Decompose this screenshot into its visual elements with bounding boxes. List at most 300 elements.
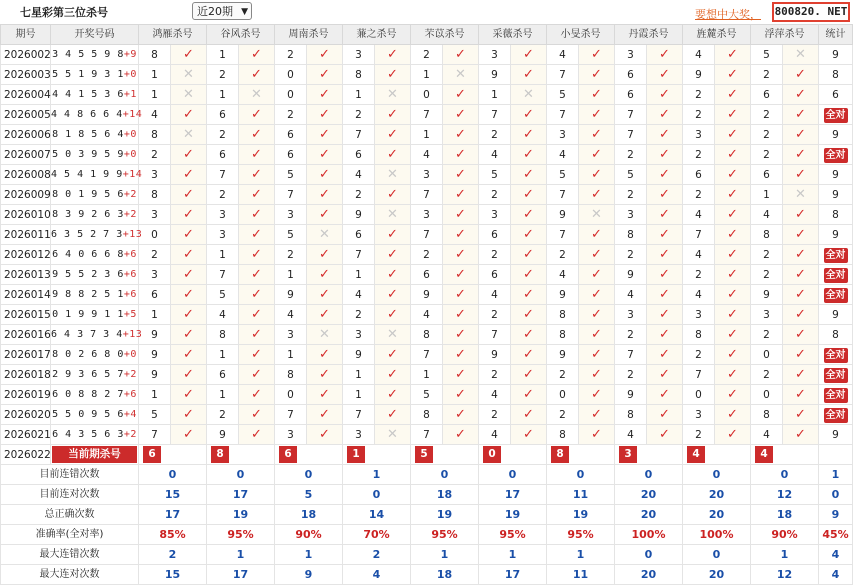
check-mark-icon: ✓ (375, 65, 411, 85)
kill-number-cell: 1 (207, 385, 239, 405)
current-kill-number: 8 (211, 446, 229, 463)
kill-number-cell: 5 (275, 165, 307, 185)
check-mark-icon: ✓ (783, 105, 819, 125)
summary-value: 20 (683, 565, 751, 585)
draw-numbers-cell (51, 225, 143, 245)
kill-number-cell: 1 (411, 125, 443, 145)
kill-number-cell: 3 (615, 45, 647, 65)
summary-value: 14 (343, 505, 411, 525)
check-mark-icon: ✓ (511, 405, 547, 425)
draw-offset: +0 (123, 68, 137, 80)
stat-value: 8 (832, 68, 839, 81)
check-mark-icon: ✓ (375, 265, 411, 285)
draw-offset: +6 (123, 388, 137, 400)
kill-number-cell: 9 (751, 285, 783, 305)
kill-number-cell: 2 (207, 185, 239, 205)
brand-logo: 800820. NET (772, 2, 850, 22)
draw-numbers: 2 9 3 6 5 7 (52, 368, 124, 380)
kill-number-cell: 6 (411, 265, 443, 285)
check-mark-icon: ✓ (307, 45, 343, 65)
period-cell: 2026009 (1, 185, 51, 205)
table-row (1, 405, 853, 425)
kill-number-cell: 3 (751, 305, 783, 325)
draw-numbers: 0 1 9 9 1 1 (52, 308, 124, 320)
draw-offset: +2 (123, 208, 137, 220)
kill-number-cell: 3 (207, 205, 239, 225)
check-mark-icon: ✓ (307, 365, 343, 385)
kill-number-cell: 3 (275, 325, 307, 345)
check-mark-icon: ✓ (375, 385, 411, 405)
kill-number-cell: 8 (615, 225, 647, 245)
kill-number-cell: 1 (343, 265, 375, 285)
check-mark-icon: ✓ (715, 205, 751, 225)
check-mark-icon: ✓ (171, 265, 207, 285)
check-mark-icon: ✓ (375, 105, 411, 125)
check-mark-icon: ✓ (307, 65, 343, 85)
summary-value: 9 (819, 505, 853, 525)
stat-value: 9 (832, 128, 839, 141)
kill-number-cell: 7 (139, 425, 171, 445)
cross-mark-icon: ✕ (511, 85, 547, 105)
check-mark-icon: ✓ (443, 225, 479, 245)
kill-number-cell: 6 (343, 145, 375, 165)
summary-value: 0 (207, 465, 275, 485)
check-mark-icon: ✓ (783, 345, 819, 365)
check-mark-icon: ✓ (647, 325, 683, 345)
cross-mark-icon: ✕ (579, 205, 615, 225)
draw-numbers-cell (51, 105, 143, 125)
period-range-select[interactable] (192, 2, 252, 20)
stat-value: 9 (832, 48, 839, 61)
check-mark-icon: ✓ (443, 205, 479, 225)
period-cell: 2026012 (1, 245, 51, 265)
empty-cell (819, 445, 853, 465)
check-mark-icon: ✓ (579, 405, 615, 425)
kill-number-cell: 2 (479, 365, 511, 385)
kill-number-cell: 2 (411, 45, 443, 65)
kill-number-cell: 5 (275, 225, 307, 245)
kill-number-cell: 6 (207, 105, 239, 125)
current-kill-number: 5 (415, 446, 433, 463)
check-mark-icon: ✓ (171, 185, 207, 205)
kill-number-cell: 9 (411, 285, 443, 305)
draw-numbers-cell (51, 385, 139, 405)
column-header: 旌麓杀号 (683, 25, 751, 45)
kill-number-cell: 9 (139, 365, 171, 385)
summary-value: 9 (275, 565, 343, 585)
summary-value: 95% (411, 525, 479, 545)
kill-number-cell: 7 (479, 105, 511, 125)
kill-number-cell: 4 (479, 145, 511, 165)
summary-label: 目前连错次数 (1, 465, 139, 485)
draw-numbers-cell (51, 265, 139, 285)
summary-value: 4 (343, 565, 411, 585)
top-bar (0, 0, 852, 24)
kill-number-cell: 1 (411, 365, 443, 385)
kill-number-cell: 0 (275, 65, 307, 85)
check-mark-icon: ✓ (579, 365, 615, 385)
draw-offset: +14 (122, 168, 143, 180)
summary-value: 18 (751, 505, 819, 525)
check-mark-icon: ✓ (579, 245, 615, 265)
period-cell: 2026007 (1, 145, 51, 165)
promo-link[interactable]: 要想中大奖， (695, 8, 761, 21)
summary-value: 5 (275, 485, 343, 505)
kill-number-cell: 2 (411, 245, 443, 265)
kill-number-cell: 8 (547, 425, 579, 445)
check-mark-icon: ✓ (715, 285, 751, 305)
kill-number-cell: 4 (207, 305, 239, 325)
check-mark-icon: ✓ (307, 85, 343, 105)
kill-number-cell: 3 (207, 225, 239, 245)
kill-number-cell: 1 (751, 185, 783, 205)
draw-offset: +14 (122, 108, 143, 120)
draw-numbers: 8 1 8 5 6 4 (52, 128, 124, 140)
kill-number-cell: 1 (343, 365, 375, 385)
current-kill-cell (411, 445, 479, 465)
check-mark-icon: ✓ (511, 325, 547, 345)
check-mark-icon: ✓ (307, 165, 343, 185)
check-mark-icon: ✓ (239, 105, 275, 125)
check-mark-icon: ✓ (715, 85, 751, 105)
check-mark-icon: ✓ (783, 425, 819, 445)
stat-cell (819, 225, 853, 245)
cross-mark-icon: ✕ (443, 65, 479, 85)
kill-number-cell: 8 (547, 325, 579, 345)
kill-number-cell: 7 (343, 405, 375, 425)
kill-number-cell: 7 (615, 125, 647, 145)
kill-number-cell: 4 (547, 265, 579, 285)
kill-number-cell: 8 (139, 185, 171, 205)
kill-number-cell: 2 (751, 65, 783, 85)
draw-offset: +2 (123, 188, 137, 200)
check-mark-icon: ✓ (579, 65, 615, 85)
column-header: 周南杀号 (275, 25, 343, 45)
check-mark-icon: ✓ (171, 45, 207, 65)
summary-value: 20 (683, 505, 751, 525)
cross-mark-icon: ✕ (307, 225, 343, 245)
kill-number-cell: 7 (411, 185, 443, 205)
check-mark-icon: ✓ (307, 125, 343, 145)
kill-number-cell: 7 (411, 225, 443, 245)
kill-number-cell: 7 (411, 345, 443, 365)
check-mark-icon: ✓ (511, 165, 547, 185)
check-mark-icon: ✓ (579, 225, 615, 245)
summary-value: 19 (207, 505, 275, 525)
draw-offset: +6 (123, 288, 137, 300)
check-mark-icon: ✓ (239, 385, 275, 405)
kill-number-cell: 9 (547, 285, 579, 305)
check-mark-icon: ✓ (239, 145, 275, 165)
draw-offset: +6 (123, 268, 137, 280)
cross-mark-icon: ✕ (375, 165, 411, 185)
all-correct-badge: 全对 (825, 269, 846, 281)
stat-cell (819, 305, 853, 325)
kill-number-cell: 4 (343, 285, 375, 305)
stat-value: 9 (832, 308, 839, 321)
summary-value: 19 (411, 505, 479, 525)
draw-numbers-cell (51, 125, 139, 145)
kill-number-cell: 2 (751, 325, 783, 345)
check-mark-icon: ✓ (715, 425, 751, 445)
current-kill-cell (207, 445, 275, 465)
check-mark-icon: ✓ (443, 385, 479, 405)
stat-cell (819, 45, 853, 65)
kill-number-cell: 6 (139, 285, 171, 305)
kill-number-cell: 1 (207, 345, 239, 365)
kill-number-cell: 2 (207, 65, 239, 85)
kill-number-cell: 9 (547, 345, 579, 365)
kill-number-cell: 7 (275, 405, 307, 425)
kill-number-cell: 3 (479, 205, 511, 225)
kill-number-cell: 4 (343, 165, 375, 185)
draw-numbers-cell (51, 345, 139, 365)
summary-label: 最大连对次数 (1, 565, 139, 585)
kill-number-cell: 1 (139, 385, 171, 405)
check-mark-icon: ✓ (715, 65, 751, 85)
kill-number-cell: 3 (139, 205, 171, 225)
kill-number-cell: 3 (683, 305, 715, 325)
kill-number-cell: 1 (139, 85, 171, 105)
all-correct-badge: 全对 (825, 349, 846, 361)
summary-value: 4 (819, 545, 853, 565)
check-mark-icon: ✓ (647, 205, 683, 225)
kill-number-cell: 6 (275, 125, 307, 145)
check-mark-icon: ✓ (579, 185, 615, 205)
kill-number-table (0, 24, 853, 585)
kill-number-cell: 2 (275, 45, 307, 65)
period-cell: 2026005 (1, 105, 51, 125)
check-mark-icon: ✓ (239, 245, 275, 265)
summary-value: 12 (751, 485, 819, 505)
kill-number-cell: 0 (411, 85, 443, 105)
summary-row (1, 565, 853, 585)
check-mark-icon: ✓ (307, 145, 343, 165)
kill-number-cell: 5 (751, 45, 783, 65)
check-mark-icon: ✓ (171, 145, 207, 165)
kill-number-cell: 8 (615, 405, 647, 425)
kill-number-cell: 4 (683, 45, 715, 65)
check-mark-icon: ✓ (171, 105, 207, 125)
check-mark-icon: ✓ (579, 425, 615, 445)
check-mark-icon: ✓ (511, 305, 547, 325)
summary-value: 2 (139, 545, 207, 565)
check-mark-icon: ✓ (647, 65, 683, 85)
stat-cell (819, 265, 853, 285)
check-mark-icon: ✓ (783, 65, 819, 85)
check-mark-icon: ✓ (443, 105, 479, 125)
kill-number-cell: 4 (615, 285, 647, 305)
kill-number-cell: 3 (615, 305, 647, 325)
check-mark-icon: ✓ (307, 405, 343, 425)
all-correct-badge: 全对 (825, 289, 846, 301)
period-cell: 2026013 (1, 265, 51, 285)
check-mark-icon: ✓ (171, 225, 207, 245)
kill-number-cell: 8 (751, 405, 783, 425)
check-mark-icon: ✓ (443, 365, 479, 385)
kill-number-cell: 7 (547, 225, 579, 245)
kill-number-cell: 2 (615, 245, 647, 265)
draw-offset: +4 (123, 408, 137, 420)
kill-number-cell: 4 (547, 145, 579, 165)
summary-value: 0 (615, 545, 683, 565)
kill-number-cell: 6 (615, 85, 647, 105)
summary-value: 95% (479, 525, 547, 545)
check-mark-icon: ✓ (511, 45, 547, 65)
draw-numbers-cell (51, 365, 139, 385)
summary-value: 0 (139, 465, 207, 485)
cross-mark-icon: ✕ (239, 85, 275, 105)
check-mark-icon: ✓ (375, 345, 411, 365)
draw-offset: +2 (123, 428, 137, 440)
check-mark-icon: ✓ (171, 425, 207, 445)
check-mark-icon: ✓ (579, 85, 615, 105)
check-mark-icon: ✓ (783, 165, 819, 185)
current-period-cell: 2026022 (1, 445, 51, 465)
current-kill-number: 6 (279, 446, 297, 463)
stat-cell (819, 185, 853, 205)
check-mark-icon: ✓ (239, 185, 275, 205)
check-mark-icon: ✓ (443, 125, 479, 145)
kill-number-cell: 2 (139, 245, 171, 265)
draw-numbers: 4 4 8 6 6 4 (51, 108, 123, 120)
check-mark-icon: ✓ (239, 305, 275, 325)
check-mark-icon: ✓ (239, 365, 275, 385)
kill-number-cell: 2 (615, 185, 647, 205)
kill-number-cell: 5 (411, 385, 443, 405)
kill-number-cell: 2 (683, 105, 715, 125)
column-header: 丹霞杀号 (615, 25, 683, 45)
all-correct-badge: 全对 (825, 149, 846, 161)
kill-number-cell: 4 (751, 425, 783, 445)
table-row (1, 385, 853, 405)
column-header: 浮萍杀号 (751, 25, 819, 45)
check-mark-icon: ✓ (307, 425, 343, 445)
cross-mark-icon: ✕ (307, 325, 343, 345)
check-mark-icon: ✓ (375, 45, 411, 65)
draw-offset: +0 (123, 128, 137, 140)
kill-number-cell: 8 (751, 225, 783, 245)
check-mark-icon: ✓ (579, 345, 615, 365)
check-mark-icon: ✓ (239, 265, 275, 285)
summary-label: 总正确次数 (1, 505, 139, 525)
kill-number-cell: 5 (547, 85, 579, 105)
draw-numbers: 6 4 0 6 6 8 (52, 248, 124, 260)
check-mark-icon: ✓ (647, 185, 683, 205)
stat-value: 8 (832, 208, 839, 221)
summary-value: 95% (207, 525, 275, 545)
check-mark-icon: ✓ (715, 185, 751, 205)
kill-number-cell: 2 (751, 125, 783, 145)
check-mark-icon: ✓ (647, 125, 683, 145)
check-mark-icon: ✓ (307, 185, 343, 205)
kill-number-cell: 2 (683, 265, 715, 285)
summary-value: 19 (547, 505, 615, 525)
all-correct-badge: 全对 (825, 109, 846, 121)
check-mark-icon: ✓ (511, 105, 547, 125)
summary-value: 20 (683, 485, 751, 505)
stat-cell (819, 205, 853, 225)
kill-number-cell: 2 (547, 365, 579, 385)
column-header: 鸿雁杀号 (139, 25, 207, 45)
kill-number-cell: 9 (683, 65, 715, 85)
kill-number-cell: 7 (615, 345, 647, 365)
summary-value: 1 (751, 545, 819, 565)
check-mark-icon: ✓ (783, 305, 819, 325)
stat-value: 9 (832, 228, 839, 241)
check-mark-icon: ✓ (579, 145, 615, 165)
kill-number-cell: 0 (751, 345, 783, 365)
column-header: 芣苡杀号 (411, 25, 479, 45)
kill-number-cell: 8 (547, 305, 579, 325)
check-mark-icon: ✓ (783, 85, 819, 105)
kill-number-cell: 6 (207, 365, 239, 385)
current-kill-number: 8 (551, 446, 569, 463)
kill-number-cell: 3 (411, 165, 443, 185)
draw-numbers: 6 0 8 8 2 7 (52, 388, 124, 400)
kill-number-cell: 4 (275, 305, 307, 325)
stat-value: 6 (832, 88, 839, 101)
current-kill-cell (479, 445, 547, 465)
check-mark-icon: ✓ (783, 385, 819, 405)
kill-number-cell: 2 (615, 365, 647, 385)
table-row (1, 205, 853, 225)
summary-value: 0 (547, 465, 615, 485)
kill-number-cell: 1 (411, 65, 443, 85)
kill-number-cell: 9 (615, 385, 647, 405)
summary-value: 1 (275, 545, 343, 565)
kill-number-cell: 0 (139, 225, 171, 245)
summary-value: 70% (343, 525, 411, 545)
draw-offset: +9 (123, 48, 137, 60)
table-row (1, 125, 853, 145)
check-mark-icon: ✓ (443, 245, 479, 265)
check-mark-icon: ✓ (511, 345, 547, 365)
period-cell: 2026014 (1, 285, 51, 305)
kill-number-cell: 3 (479, 45, 511, 65)
kill-number-cell: 2 (751, 265, 783, 285)
column-header: 开奖号码 (51, 25, 139, 45)
check-mark-icon: ✓ (171, 325, 207, 345)
kill-number-cell: 2 (275, 105, 307, 125)
current-kill-number: 3 (619, 446, 637, 463)
kill-number-cell: 6 (751, 165, 783, 185)
check-mark-icon: ✓ (239, 205, 275, 225)
draw-numbers-cell (51, 205, 139, 225)
cross-mark-icon: ✕ (171, 85, 207, 105)
kill-number-cell: 2 (751, 145, 783, 165)
check-mark-icon: ✓ (715, 365, 751, 385)
table-row (1, 45, 853, 65)
summary-value: 19 (479, 505, 547, 525)
chevron-down-icon: ▼ (241, 7, 248, 17)
period-cell: 2026019 (1, 385, 51, 405)
summary-value: 20 (615, 505, 683, 525)
kill-number-cell: 3 (275, 205, 307, 225)
check-mark-icon: ✓ (783, 365, 819, 385)
draw-numbers: 8 0 1 9 5 6 (52, 188, 124, 200)
kill-number-cell: 3 (683, 405, 715, 425)
cross-mark-icon: ✕ (783, 45, 819, 65)
check-mark-icon: ✓ (783, 285, 819, 305)
cross-mark-icon: ✕ (375, 325, 411, 345)
kill-number-cell: 3 (615, 205, 647, 225)
stat-cell (819, 345, 853, 365)
check-mark-icon: ✓ (239, 225, 275, 245)
kill-number-cell: 2 (751, 105, 783, 125)
current-period-row (1, 445, 853, 465)
check-mark-icon: ✓ (171, 205, 207, 225)
